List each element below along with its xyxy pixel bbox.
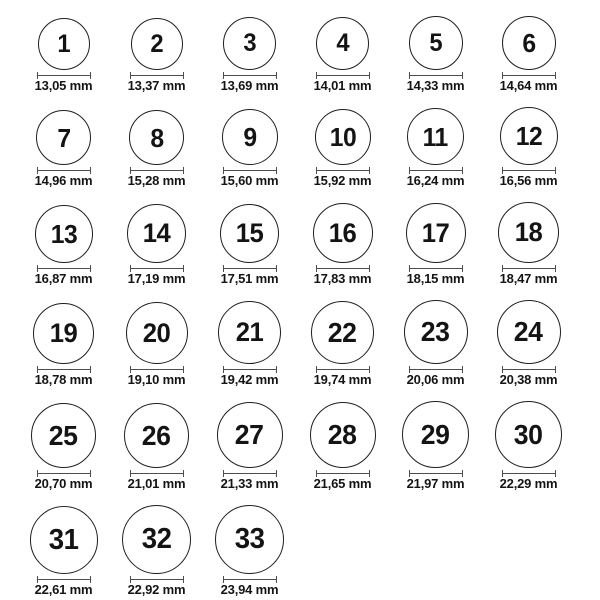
diameter-label: 19,42 mm bbox=[220, 372, 279, 387]
ring-size-circle bbox=[129, 110, 184, 165]
ring-size-item bbox=[203, 204, 296, 285]
ring-size-item bbox=[296, 301, 389, 386]
ring-size-circle bbox=[131, 18, 183, 70]
ring-size-number: 33 bbox=[234, 523, 265, 555]
diameter-label: 16,87 mm bbox=[34, 271, 93, 286]
diameter-label: 22,29 mm bbox=[499, 476, 558, 491]
ring-size-item bbox=[296, 17, 389, 92]
diameter-dimension-line bbox=[37, 265, 91, 272]
diameter-dimension-line bbox=[130, 576, 184, 583]
ring-size-circle bbox=[500, 107, 558, 165]
diameter-label: 16,24 mm bbox=[406, 173, 465, 188]
ring-size-circle bbox=[217, 402, 283, 468]
ring-size-item bbox=[17, 110, 110, 187]
diameter-label: 22,92 mm bbox=[127, 582, 186, 597]
ring-size-item bbox=[482, 107, 575, 187]
diameter-label: 18,78 mm bbox=[34, 372, 93, 387]
diameter-label: 19,74 mm bbox=[313, 372, 372, 387]
diameter-label: 14,01 mm bbox=[313, 78, 372, 93]
diameter-dimension-line bbox=[502, 470, 556, 477]
diameter-label: 17,51 mm bbox=[220, 271, 279, 286]
ring-size-number: 23 bbox=[421, 316, 450, 347]
ring-size-circle bbox=[35, 205, 93, 263]
ring-size-circle bbox=[222, 109, 278, 165]
ring-size-number: 28 bbox=[328, 419, 357, 450]
ring-size-number: 8 bbox=[149, 122, 164, 153]
ring-size-number: 17 bbox=[421, 217, 450, 248]
ring-size-number: 14 bbox=[142, 218, 171, 248]
diameter-dimension-line bbox=[316, 167, 370, 174]
ring-size-circle bbox=[409, 16, 463, 70]
ring-size-circle bbox=[313, 203, 373, 263]
ring-size-circle bbox=[127, 204, 186, 263]
ring-size-number: 24 bbox=[514, 316, 543, 347]
ring-size-item bbox=[203, 301, 296, 386]
ring-size-circle bbox=[495, 401, 562, 468]
diameter-label: 17,19 mm bbox=[127, 271, 186, 286]
ring-size-item bbox=[482, 300, 575, 386]
ring-size-item bbox=[389, 300, 482, 386]
ring-size-circle bbox=[311, 301, 374, 364]
ring-size-number: 29 bbox=[421, 418, 450, 450]
ring-size-number: 6 bbox=[521, 28, 536, 58]
ring-size-circle bbox=[402, 401, 469, 468]
diameter-label: 22,61 mm bbox=[34, 582, 93, 597]
diameter-dimension-line bbox=[502, 366, 556, 373]
diameter-label: 13,37 mm bbox=[127, 78, 186, 93]
ring-size-item bbox=[110, 204, 203, 285]
diameter-label: 16,56 mm bbox=[499, 173, 558, 188]
diameter-dimension-line bbox=[502, 265, 556, 272]
ring-size-item bbox=[17, 205, 110, 285]
diameter-label: 14,33 mm bbox=[406, 78, 465, 93]
diameter-dimension-line bbox=[223, 470, 277, 477]
ring-size-item bbox=[389, 401, 482, 490]
diameter-dimension-line bbox=[223, 72, 277, 79]
ring-size-item bbox=[203, 17, 296, 92]
ring-size-item bbox=[110, 110, 203, 187]
ring-size-circle bbox=[315, 109, 371, 165]
ring-size-item bbox=[110, 505, 203, 596]
ring-size-circle bbox=[310, 402, 376, 468]
diameter-dimension-line bbox=[130, 265, 184, 272]
diameter-dimension-line bbox=[316, 72, 370, 79]
diameter-dimension-line bbox=[130, 470, 184, 477]
ring-size-item bbox=[203, 505, 296, 596]
ring-size-item bbox=[203, 402, 296, 490]
ring-size-number: 19 bbox=[49, 318, 78, 348]
diameter-dimension-line bbox=[130, 167, 184, 174]
ring-size-circle bbox=[31, 403, 96, 468]
ring-size-number: 26 bbox=[142, 419, 171, 451]
ring-size-item bbox=[203, 109, 296, 187]
diameter-label: 20,70 mm bbox=[34, 476, 93, 491]
ring-size-item bbox=[17, 403, 110, 490]
ring-size-number: 20 bbox=[142, 317, 171, 348]
ring-size-number: 10 bbox=[329, 122, 356, 152]
ring-size-row bbox=[17, 505, 575, 596]
ring-size-circle bbox=[223, 17, 276, 70]
ring-size-circle bbox=[126, 302, 188, 364]
ring-size-item bbox=[110, 403, 203, 490]
ring-size-item bbox=[482, 16, 575, 92]
ring-size-circle bbox=[502, 16, 556, 70]
diameter-label: 17,83 mm bbox=[313, 271, 372, 286]
ring-size-number: 12 bbox=[515, 121, 542, 151]
ring-size-circle bbox=[218, 301, 281, 364]
ring-size-item bbox=[110, 18, 203, 92]
diameter-dimension-line bbox=[223, 167, 277, 174]
ring-size-circle bbox=[220, 204, 279, 263]
ring-size-circle bbox=[30, 506, 98, 574]
diameter-dimension-line bbox=[409, 265, 463, 272]
ring-size-circle bbox=[497, 300, 561, 364]
ring-size-number: 4 bbox=[336, 29, 349, 57]
diameter-label: 15,92 mm bbox=[313, 173, 372, 188]
ring-size-number: 5 bbox=[429, 28, 442, 57]
ring-size-number: 16 bbox=[328, 217, 357, 248]
ring-size-number: 30 bbox=[514, 418, 543, 450]
ring-size-item bbox=[389, 203, 482, 285]
ring-size-number: 21 bbox=[235, 317, 264, 347]
ring-size-circle bbox=[215, 505, 284, 574]
diameter-label: 23,94 mm bbox=[220, 582, 279, 597]
diameter-label: 21,97 mm bbox=[406, 476, 465, 491]
ring-size-item bbox=[17, 506, 110, 596]
ring-size-circle bbox=[498, 202, 559, 263]
diameter-dimension-line bbox=[37, 167, 91, 174]
ring-size-item bbox=[296, 203, 389, 285]
diameter-dimension-line bbox=[37, 366, 91, 373]
ring-size-number: 15 bbox=[235, 218, 264, 248]
diameter-label: 21,33 mm bbox=[220, 476, 279, 491]
diameter-label: 19,10 mm bbox=[127, 372, 186, 387]
ring-size-row bbox=[17, 107, 575, 187]
ring-size-item bbox=[389, 108, 482, 187]
ring-size-number: 31 bbox=[48, 523, 79, 556]
ring-size-circle bbox=[407, 108, 464, 165]
ring-size-number: 7 bbox=[56, 122, 71, 153]
ring-size-number: 1 bbox=[57, 29, 70, 58]
ring-size-circle bbox=[124, 403, 189, 468]
diameter-dimension-line bbox=[316, 366, 370, 373]
diameter-dimension-line bbox=[502, 167, 556, 174]
ring-size-number: 27 bbox=[235, 419, 264, 450]
diameter-label: 21,01 mm bbox=[127, 476, 186, 491]
ring-size-number: 11 bbox=[422, 121, 449, 152]
ring-size-number: 3 bbox=[243, 29, 256, 57]
diameter-label: 14,96 mm bbox=[34, 173, 93, 188]
diameter-dimension-line bbox=[37, 72, 91, 79]
ring-size-item bbox=[296, 109, 389, 187]
ring-size-row bbox=[17, 16, 575, 92]
ring-size-number: 18 bbox=[514, 217, 543, 247]
ring-size-circle bbox=[36, 110, 91, 165]
ring-size-number: 25 bbox=[49, 419, 78, 451]
diameter-dimension-line bbox=[223, 265, 277, 272]
ring-size-number: 32 bbox=[141, 523, 172, 555]
ring-size-number: 13 bbox=[50, 219, 77, 249]
diameter-label: 13,69 mm bbox=[220, 78, 279, 93]
diameter-label: 15,28 mm bbox=[127, 173, 186, 188]
ring-size-item bbox=[110, 302, 203, 386]
diameter-label: 20,38 mm bbox=[499, 372, 558, 387]
diameter-dimension-line bbox=[130, 72, 184, 79]
ring-size-number: 2 bbox=[150, 29, 163, 58]
ring-size-circle bbox=[33, 303, 94, 364]
diameter-label: 21,65 mm bbox=[313, 476, 372, 491]
ring-size-circle bbox=[406, 203, 466, 263]
diameter-label: 14,64 mm bbox=[499, 78, 558, 93]
ring-size-item bbox=[482, 202, 575, 285]
ring-size-circle bbox=[316, 17, 369, 70]
ring-size-circle bbox=[38, 18, 90, 70]
diameter-dimension-line bbox=[409, 470, 463, 477]
ring-size-row bbox=[17, 300, 575, 386]
ring-size-item bbox=[17, 18, 110, 92]
diameter-dimension-line bbox=[502, 72, 556, 79]
ring-size-row bbox=[17, 401, 575, 490]
diameter-label: 20,06 mm bbox=[406, 372, 465, 387]
ring-size-number: 9 bbox=[242, 122, 257, 152]
diameter-dimension-line bbox=[316, 470, 370, 477]
diameter-dimension-line bbox=[130, 366, 184, 373]
diameter-dimension-line bbox=[316, 265, 370, 272]
ring-size-item bbox=[17, 303, 110, 386]
ring-size-circle bbox=[404, 300, 468, 364]
diameter-dimension-line bbox=[409, 167, 463, 174]
ring-size-number: 22 bbox=[328, 316, 357, 348]
diameter-label: 18,47 mm bbox=[499, 271, 558, 286]
diameter-label: 13,05 mm bbox=[34, 78, 93, 93]
diameter-dimension-line bbox=[409, 366, 463, 373]
diameter-label: 18,15 mm bbox=[406, 271, 465, 286]
ring-size-item bbox=[482, 401, 575, 490]
ring-size-row bbox=[17, 202, 575, 285]
ring-size-item bbox=[389, 16, 482, 92]
diameter-dimension-line bbox=[223, 366, 277, 373]
diameter-label: 15,60 mm bbox=[220, 173, 279, 188]
diameter-dimension-line bbox=[223, 576, 277, 583]
diameter-dimension-line bbox=[409, 72, 463, 79]
ring-size-circle bbox=[122, 505, 191, 574]
diameter-dimension-line bbox=[37, 470, 91, 477]
ring-size-item bbox=[296, 402, 389, 490]
diameter-dimension-line bbox=[37, 576, 91, 583]
